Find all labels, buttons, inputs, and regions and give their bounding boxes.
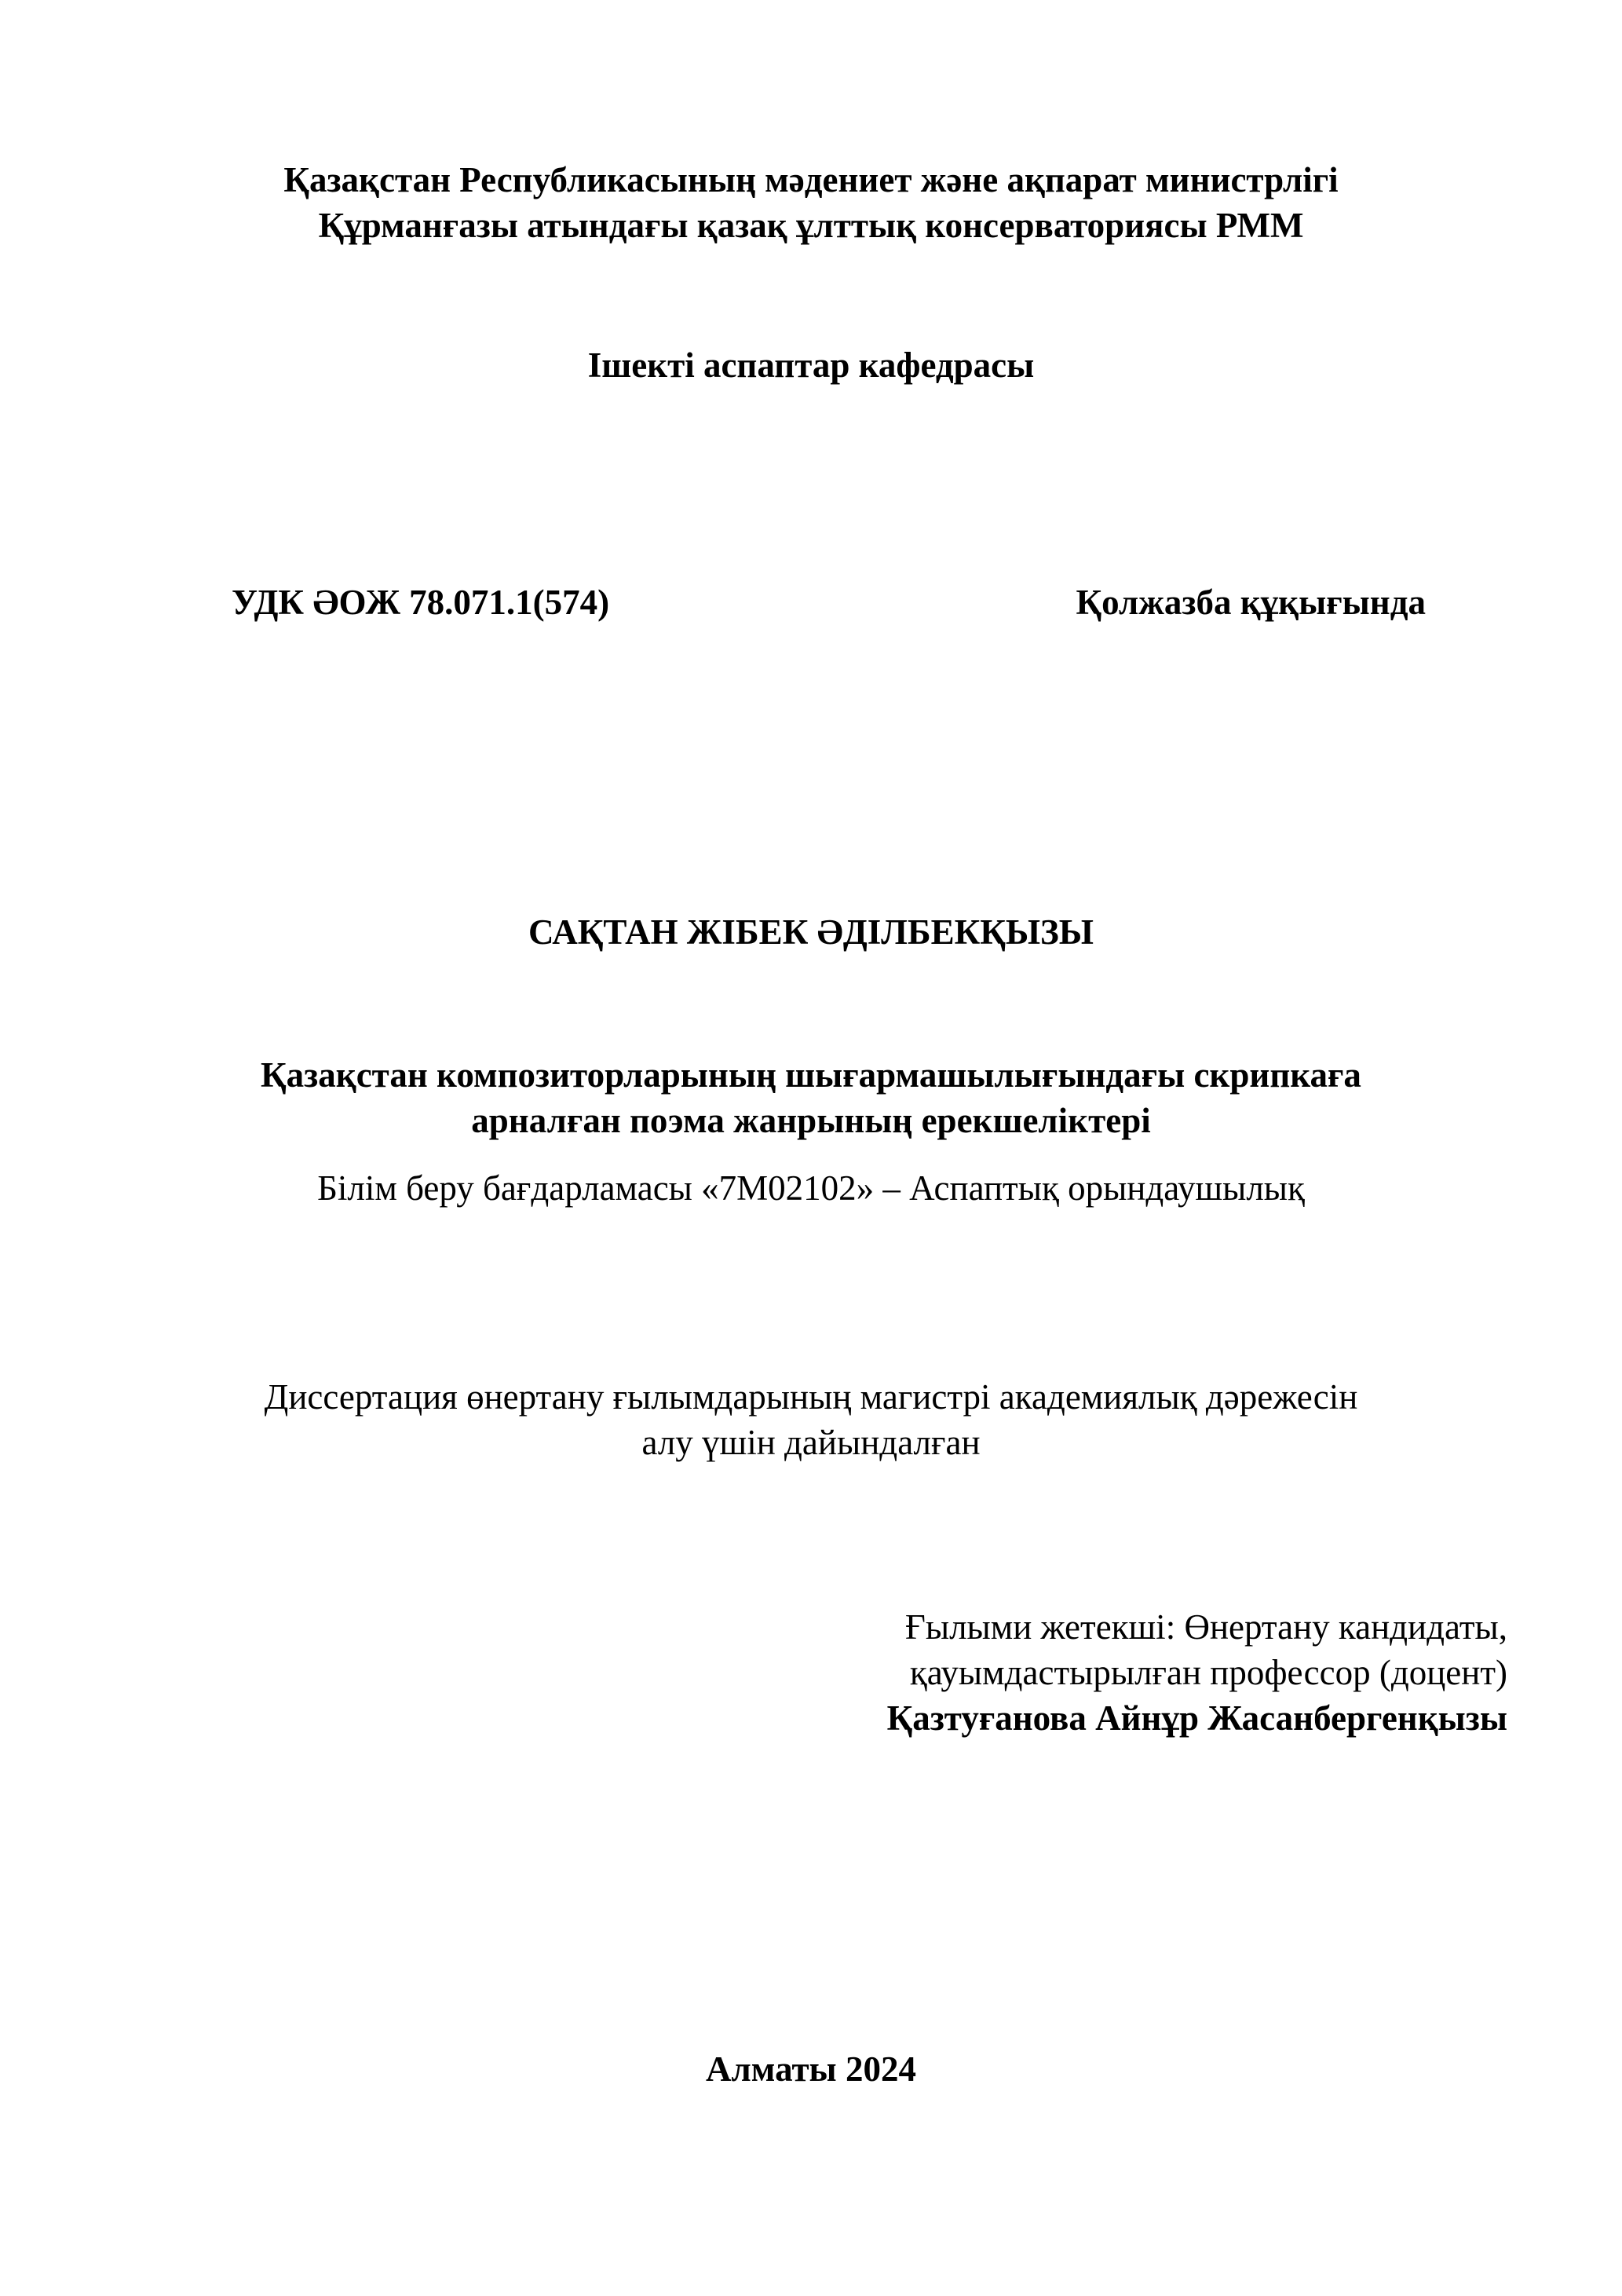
supervisor-name: Қазтуғанова Айнұр Жасанбергенқызы: [886, 1698, 1507, 1738]
thesis-title-line-2: арналған поэма жанрының ерекшеліктері: [471, 1101, 1151, 1140]
thesis-title-line-1: Қазақстан композиторларының шығармашылығындағы скрипкаға: [261, 1055, 1361, 1095]
supervisor-block: [887, 1604, 1507, 1741]
dissertation-purpose-line-1: Диссертация өнертану ғылымдарының магистрі академиялық дәрежесін: [264, 1377, 1358, 1417]
supervisor-position: қауымдастырылған профессор (доцент): [909, 1653, 1507, 1692]
ministry-heading: Қазақстан Республикасының мәдениет және ақпарат министрлігі: [283, 160, 1339, 199]
supervisor-degree: Ғылыми жетекші: Өнертану кандидаты,: [904, 1607, 1507, 1647]
manuscript-rights: Қолжазба құқығында: [1076, 583, 1426, 622]
education-program: Білім беру бағдарламасы «7М02102» – Аспаптық орындаушылық: [317, 1168, 1305, 1208]
author-name: САҚТАН ЖІБЕК ӘДІЛБЕКҚЫЗЫ: [528, 912, 1094, 952]
city-year: Алматы 2024: [706, 2049, 916, 2089]
conservatory-heading: Құрманғазы атындағы қазақ ұлттық консерваториясы РММ: [318, 206, 1304, 245]
department-heading: Ішекті аспаптар кафедрасы: [587, 345, 1035, 385]
dissertation-purpose-line-2: алу үшін дайындалған: [641, 1423, 981, 1462]
udc-code: УДК ӘОЖ 78.071.1(574): [232, 583, 610, 622]
